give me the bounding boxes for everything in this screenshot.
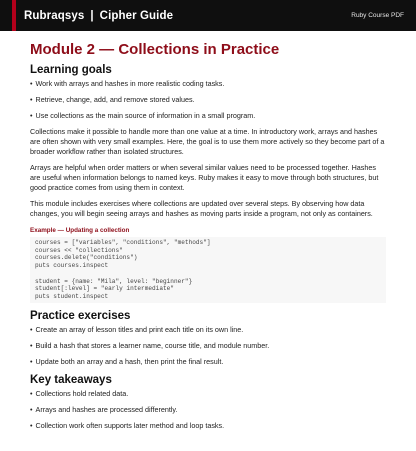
module-title: Module 2 — Collections in Practice [30, 41, 280, 58]
code-line: student[:level] = "early intermediate" [35, 285, 174, 293]
page-content [0, 31, 416, 430]
paragraph: Collections make it possible to handle more than one value at a time. In introductory work, arrays and hashes are often shown with very small examples. Here, the goal is to use them more actively so they become part of a broader workflow rather than isolated structures. [30, 127, 385, 156]
header-accent-stripe [12, 0, 16, 31]
code-blank-line [35, 270, 386, 278]
takeaways-heading: Key takeaways [30, 373, 112, 386]
list-item: • Collection work often supports later method and loop tasks. [30, 421, 386, 430]
list-item: • Create an array of lesson titles and print each title on its own line. [30, 325, 386, 334]
paragraph: This module includes exercises where collections are updated over several steps. By observing how data changes, you will begin seeing arrays and hashes as moving parts inside a program, not only as containers. [30, 199, 373, 218]
code-block [30, 237, 386, 303]
code-line: puts student.inspect [35, 292, 109, 300]
list-item: • Update both an array and a hash, then print the final result. [30, 357, 386, 366]
list-item: • Use collections as the main source of information in a small program. [30, 111, 386, 120]
list-item: • Retrieve, change, add, and remove stored values. [30, 95, 386, 104]
guide-name: Cipher Guide [99, 9, 174, 22]
code-line: puts courses.inspect [35, 262, 109, 270]
example-title: Example — Updating a collection [30, 227, 130, 234]
code-line: courses = ["variables", "conditions", "methods"] [35, 239, 211, 246]
list-item: • Arrays and hashes are processed differently. [30, 405, 386, 414]
code-line: courses << "collections" [35, 246, 123, 254]
practice-list [30, 325, 386, 366]
brand-name: Rubraqsys [24, 9, 85, 22]
brand-separator: | [90, 9, 94, 22]
list-item: • Collections hold related data. [30, 389, 386, 398]
practice-heading: Practice exercises [30, 309, 131, 322]
learning-goals-list [30, 79, 386, 120]
header-bar [0, 0, 416, 31]
document-label: Ruby Course PDF [351, 12, 404, 19]
learning-goals-heading: Learning goals [30, 64, 112, 76]
list-item: • Build a hash that stores a learner name, course title, and module number. [30, 341, 386, 350]
brand-title [24, 10, 173, 22]
brand-group [12, 0, 173, 31]
paragraph: Arrays are helpful when order matters or when several similar values need to be processed together. Hashes are useful when information belongs to named keys. Ruby makes it easy to move through both structures, but good practice comes from using them in context. [30, 163, 379, 192]
code-line: courses.delete("conditions") [35, 254, 138, 262]
list-item: • Work with arrays and hashes in more realistic coding tasks. [30, 79, 386, 88]
takeaways-list [30, 389, 386, 430]
code-line: student = {name: "Mila", level: "beginner"} [35, 277, 193, 285]
